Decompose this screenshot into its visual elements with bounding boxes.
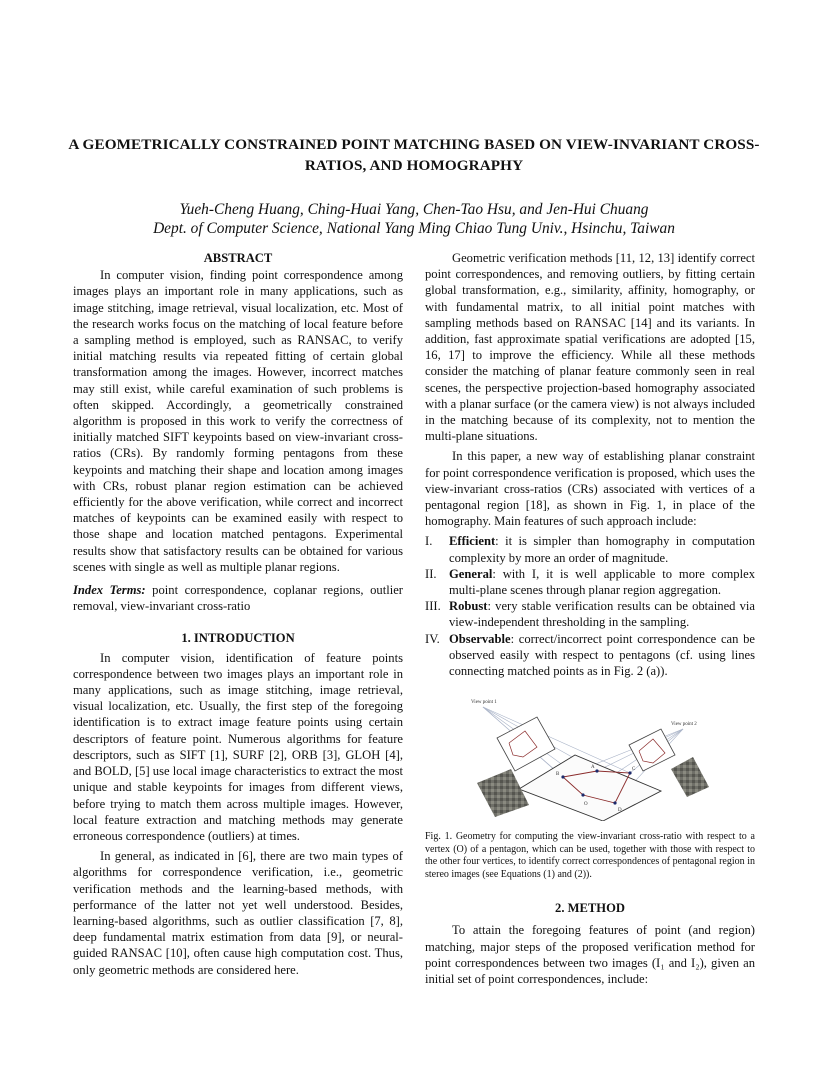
feature-item	[425, 598, 755, 630]
feature-text: : it is simpler than homography in computation complexity by more an order of magnitude.	[449, 534, 755, 565]
feature-item	[425, 533, 755, 565]
geometry-figure	[425, 693, 755, 821]
vertex-d-label: D	[618, 808, 622, 814]
author-block	[60, 200, 768, 238]
photo-view-2	[671, 757, 709, 797]
intro-paragraph-4: In this paper, a new way of establishing planar constraint for point correspondence verification is proposed, which uses the view-invariant cross-ratios (CRs) associated with vertices of a pentagonal region [18], as shown in Fig. 1, in place of the homography. Main features of such approach include:	[425, 449, 755, 529]
vertex-b-label: B	[556, 772, 560, 778]
feature-list	[425, 533, 755, 679]
feature-number: I.	[425, 534, 433, 549]
index-terms-label: Index Terms:	[73, 583, 146, 598]
intro-paragraph-3: Geometric verification methods [11, 12, 13] identify correct point correspondences, and removing outliers, by fitting certain global transformation, e.g., similarity, affinity, homography, or with fundamental matrix, to all initial point matches with sampling methods based on RANSAC [14] and its variants. In addition, fast approximate spatial verifications are adopted [15, 16, 17] to improve the efficiency. While all these methods consider the matching of planar feature commonly seen in real scenes, the perspective projection-based homography associated with a planar surface (or the camera view) is not always included in the matching because of its complexity, not to mention the multi-plane situations.	[425, 251, 755, 444]
feature-text: : very stable verification results can be obtained via view-independent thresholding in the sampling.	[449, 599, 755, 630]
vertex-c-label: C	[632, 767, 636, 773]
intro-heading: 1. INTRODUCTION	[181, 631, 295, 646]
intro-paragraph-1: In computer vision, identification of feature points correspondence between two images plays an important role in many applications, such as image stitching, image retrieval, visual localization, etc. Usually, the first step of the foregoing identification is to extract image feature points using certain descriptors of feature point. Numerous algorithms for feature descriptors, such as SIFT [1], SURF [2], ORB [3], GLOH [4], and BOLD, [5] use local image characteristics to extract the most unique and stable keypoints for images from different views, before trying to match them across multiple images. However, local feature extraction and matching methods may generate erroneous correspondence (outliers) at times.	[73, 650, 403, 843]
method-paragraph-1: To attain the foregoing features of point (and region) matching, major steps of the proposed verification method for point correspondences between two images (I₁ and I₂), given an initial set of point correspondences, include:	[425, 923, 755, 987]
index-terms	[73, 582, 403, 614]
figure-1-caption: Fig. 1. Geometry for computing the view-invariant cross-ratio with respect to a vertex (O) of a pentagon, which can be used, together with those with respect to the other four vertices, to identify correct correspondences of pentagonal region in stereo images (see Equations (1) and (2)).	[425, 831, 755, 880]
feature-item	[425, 566, 755, 598]
feature-number: II.	[425, 566, 437, 581]
photo-view-1	[477, 769, 529, 817]
feature-text: : with I, it is well applicable to more complex multi-plane scenes through planar region aggregation.	[449, 566, 755, 598]
feature-term: Observable	[449, 631, 511, 646]
left-column	[73, 250, 403, 978]
figure-1	[425, 693, 755, 821]
abstract-heading: ABSTRACT	[203, 251, 273, 265]
view-point-1-label: View point 1	[471, 700, 497, 706]
feature-term: Robust	[449, 599, 488, 614]
vertex-o-label: O	[584, 802, 588, 808]
vertex-a-label: A	[591, 765, 595, 771]
feature-term: General	[449, 566, 493, 581]
feature-term: Efficient	[449, 534, 496, 549]
feature-number: III.	[425, 599, 441, 614]
feature-item	[425, 631, 755, 680]
method-heading: 2. METHOD	[555, 901, 625, 916]
affiliation: Dept. of Computer Science, National Yang Ming Chiao Tung Univ., Hsinchu, Taiwan	[153, 220, 675, 237]
feature-number: IV.	[425, 631, 440, 646]
author-names: Yueh-Cheng Huang, Ching-Huai Yang, Chen-Tao Hsu, and Jen-Hui Chuang	[179, 201, 649, 218]
feature-text: : correct/incorrect point correspondence can be observed easily with respect to pentagons (cf. using lines connecting matched points as in Fig. 2 (a)).	[449, 631, 755, 679]
view-point-2-label: View point 2	[671, 722, 697, 728]
index-terms-text: point correspondence, coplanar regions, outlier removal, view-invariant cross-ratio	[73, 583, 404, 614]
right-column	[425, 250, 755, 987]
paper-title: A GEOMETRICALLY CONSTRAINED POINT MATCHING BASED ON VIEW-INVARIANT CROSS-RATIOS, AND HOMOGRAPHY	[68, 136, 760, 174]
image-plane-2	[629, 729, 675, 771]
abstract-text: In computer vision, finding point correspondence among images plays an important role in many applications, such as image stitching, image retrieval, visual localization, etc. Most of the research works focus on the matching of local feature before a sampling method is employed, such as RANSAC, to verify initial matching results via repeated fitting of certain global transformation among the images. However, incorrect matches may still exist, while careful examination of such problems is often skipped. Accordingly, a geometrically constrained algorithm is proposed in this work to verify the correctness of initially matched SIFT keypoints based on view-invariant cross-ratios (CRs). By randomly forming pentagons from these keypoints and matching their shape and location among images with CRs, robust planar region estimation can be achieved efficiently for the above verification, while correct and incorrect matches of keypoints can be examined easily with respect to those shape and location matched pentagons. Experimental results show that satisfactory results can be obtained for various scenes with single as well as multiple planar regions.	[73, 268, 403, 574]
intro-paragraph-2: In general, as indicated in [6], there are two main types of algorithms for correspondence verification, i.e., geometric verification methods and the learning-based methods, with performance of the latter not yet well understood. Besides, learning-based algorithms, such as outlier classification [7, 8], deep fundamental matrix estimation from data [9], or neural-guided RANSAC [10], often cause high computation cost. Thus, only geometric methods are considered here.	[73, 849, 403, 977]
